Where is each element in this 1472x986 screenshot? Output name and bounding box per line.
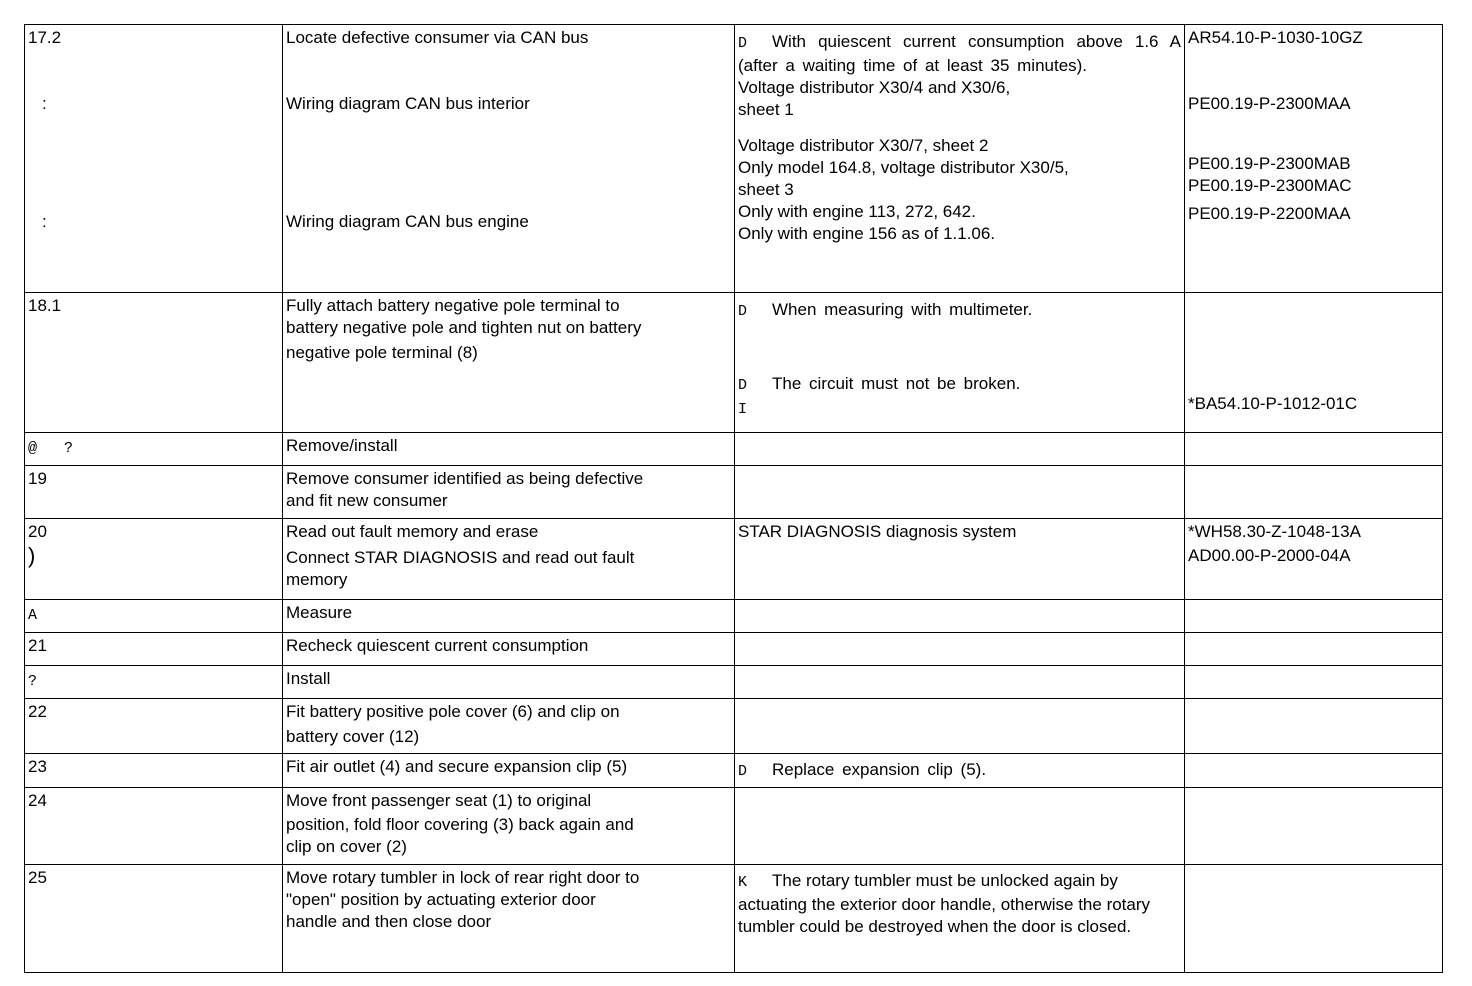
- action-text: Wiring diagram CAN bus engine: [286, 212, 529, 231]
- action-text: and fit new consumer: [286, 491, 448, 510]
- action-text: Remove consumer identified as being defective: [286, 469, 644, 488]
- reference-link[interactable]: *WH58.30-Z-1048-13A: [1188, 522, 1361, 541]
- table-row: [25, 293, 1443, 433]
- step-cell: [25, 293, 283, 433]
- action-text: Connect STAR DIAGNOSIS and read out fault: [286, 548, 635, 567]
- step-symbol: ?: [28, 673, 38, 690]
- table-row: [25, 699, 1443, 754]
- step-number: 19: [28, 469, 47, 488]
- action-text: battery cover (12): [286, 727, 420, 746]
- action-text: Install: [286, 669, 331, 688]
- reference-cell: [1185, 600, 1443, 633]
- note-cell: [735, 25, 1185, 293]
- action-cell: [283, 633, 735, 666]
- step-cell: [25, 699, 283, 754]
- note-text: Voltage distributor X30/4 and X30/6,: [738, 78, 1011, 97]
- note-icon: D: [738, 35, 748, 52]
- reference-cell: [1185, 519, 1443, 600]
- step-number: 17.2: [28, 28, 62, 47]
- action-text: Wiring diagram CAN bus interior: [286, 94, 530, 113]
- note-cell: [735, 754, 1185, 788]
- step-cell: [25, 754, 283, 788]
- note-cell: [735, 788, 1185, 865]
- action-text: Measure: [286, 603, 353, 622]
- step-number: 25: [28, 868, 47, 887]
- note-text: With quiescent current consumption above 1.6 A (after a waiting time of at least 35 minutes).: [738, 32, 1181, 75]
- action-text: Locate defective consumer via CAN bus: [286, 28, 589, 47]
- action-cell: [283, 293, 735, 433]
- note-cell: [735, 666, 1185, 699]
- reference-cell: [1185, 865, 1443, 973]
- action-text: Fit air outlet (4) and secure expansion clip (5): [286, 757, 628, 776]
- note-cell: [735, 519, 1185, 600]
- reference-cell: [1185, 293, 1443, 433]
- action-text: memory: [286, 570, 348, 589]
- action-text: Remove/install: [286, 436, 398, 455]
- note-cell: [735, 865, 1185, 973]
- step-cell: [25, 633, 283, 666]
- action-text: handle and then close door: [286, 912, 492, 931]
- reference-cell: [1185, 25, 1443, 293]
- step-symbol: A: [28, 607, 38, 624]
- note-text: The circuit must not be broken.: [772, 374, 1021, 393]
- reference-link[interactable]: PE00.19-P-2300MAB: [1188, 154, 1351, 173]
- table-row: [25, 519, 1443, 600]
- note-cell: [735, 466, 1185, 519]
- note-text: Only with engine 113, 272, 642.: [738, 202, 976, 221]
- note-text: The rotary tumbler must be unlocked again by actuating the exterior door handle, otherwise the rotary tumbler could be destroyed when the door is closed.: [738, 871, 1151, 936]
- step-cell: [25, 433, 283, 466]
- note-cell: [735, 293, 1185, 433]
- action-cell: [283, 519, 735, 600]
- step-cell: [25, 865, 283, 973]
- reference-cell: [1185, 754, 1443, 788]
- table-row: [25, 788, 1443, 865]
- table-row: [25, 25, 1443, 293]
- step-cell: [25, 519, 283, 600]
- step-cell: [25, 600, 283, 633]
- step-symbol: @ ?: [28, 440, 74, 457]
- action-text: negative pole terminal (8): [286, 343, 478, 362]
- action-text: Move rotary tumbler in lock of rear right door to: [286, 868, 640, 887]
- note-icon: D: [738, 377, 748, 394]
- reference-link[interactable]: PE00.19-P-2300MAC: [1188, 176, 1352, 195]
- table-row: [25, 600, 1443, 633]
- info-icon: I: [738, 401, 748, 418]
- step-number: 21: [28, 636, 47, 655]
- action-cell: [283, 466, 735, 519]
- action-text: Fully attach battery negative pole terminal to: [286, 296, 620, 315]
- action-text: Fit battery positive pole cover (6) and clip on: [286, 702, 620, 721]
- action-cell: [283, 754, 735, 788]
- table-row: [25, 754, 1443, 788]
- table-row: [25, 433, 1443, 466]
- note-text: sheet 1: [738, 100, 794, 119]
- reference-link[interactable]: AR54.10-P-1030-10GZ: [1188, 28, 1363, 47]
- reference-cell: [1185, 433, 1443, 466]
- action-cell: [283, 25, 735, 293]
- procedure-table: [24, 24, 1443, 973]
- table-row: [25, 633, 1443, 666]
- sub-symbol: :: [42, 212, 47, 231]
- table-row: [25, 466, 1443, 519]
- note-cell: [735, 633, 1185, 666]
- sub-symbol: :: [42, 94, 47, 113]
- action-cell: [283, 788, 735, 865]
- action-cell: [283, 433, 735, 466]
- note-text: sheet 3: [738, 180, 794, 199]
- action-text: Read out fault memory and erase: [286, 522, 539, 541]
- step-cell: [25, 666, 283, 699]
- action-cell: [283, 666, 735, 699]
- step-symbol: ): [28, 543, 36, 568]
- note-icon: D: [738, 303, 748, 320]
- action-text: battery negative pole and tighten nut on battery: [286, 318, 642, 337]
- note-icon: D: [738, 763, 748, 780]
- step-cell: [25, 25, 283, 293]
- reference-cell: [1185, 633, 1443, 666]
- step-number: 22: [28, 702, 47, 721]
- note-text: Voltage distributor X30/7, sheet 2: [738, 136, 989, 155]
- warning-icon: K: [738, 874, 748, 891]
- action-text: position, fold floor covering (3) back again and: [286, 815, 634, 834]
- action-cell: [283, 699, 735, 754]
- reference-link[interactable]: PE00.19-P-2200MAA: [1188, 204, 1351, 223]
- step-cell: [25, 466, 283, 519]
- note-cell: [735, 600, 1185, 633]
- action-text: clip on cover (2): [286, 837, 407, 856]
- step-cell: [25, 788, 283, 865]
- reference-cell: [1185, 466, 1443, 519]
- action-text: "open" position by actuating exterior door: [286, 890, 596, 909]
- reference-link[interactable]: PE00.19-P-2300MAA: [1188, 94, 1351, 113]
- note-text: Only with engine 156 as of 1.1.06.: [738, 224, 996, 243]
- table-row: [25, 666, 1443, 699]
- action-cell: [283, 865, 735, 973]
- step-number: 24: [28, 791, 47, 810]
- action-cell: [283, 600, 735, 633]
- note-cell: [735, 699, 1185, 754]
- note-cell: [735, 433, 1185, 466]
- note-text: Only model 164.8, voltage distributor X30/5,: [738, 158, 1069, 177]
- step-number: 23: [28, 757, 47, 776]
- reference-link[interactable]: AD00.00-P-2000-04A: [1188, 546, 1351, 565]
- reference-cell: [1185, 699, 1443, 754]
- note-text: When measuring with multimeter.: [772, 300, 1033, 319]
- reference-link[interactable]: *BA54.10-P-1012-01C: [1188, 394, 1358, 413]
- note-text: Replace expansion clip (5).: [772, 760, 987, 779]
- action-text: Recheck quiescent current consumption: [286, 636, 589, 655]
- action-text: Move front passenger seat (1) to original: [286, 791, 592, 810]
- reference-cell: [1185, 788, 1443, 865]
- note-text: STAR DIAGNOSIS diagnosis system: [738, 522, 1017, 541]
- table-row: [25, 865, 1443, 973]
- reference-cell: [1185, 666, 1443, 699]
- step-number: 18.1: [28, 296, 62, 315]
- step-number: 20: [28, 522, 47, 541]
